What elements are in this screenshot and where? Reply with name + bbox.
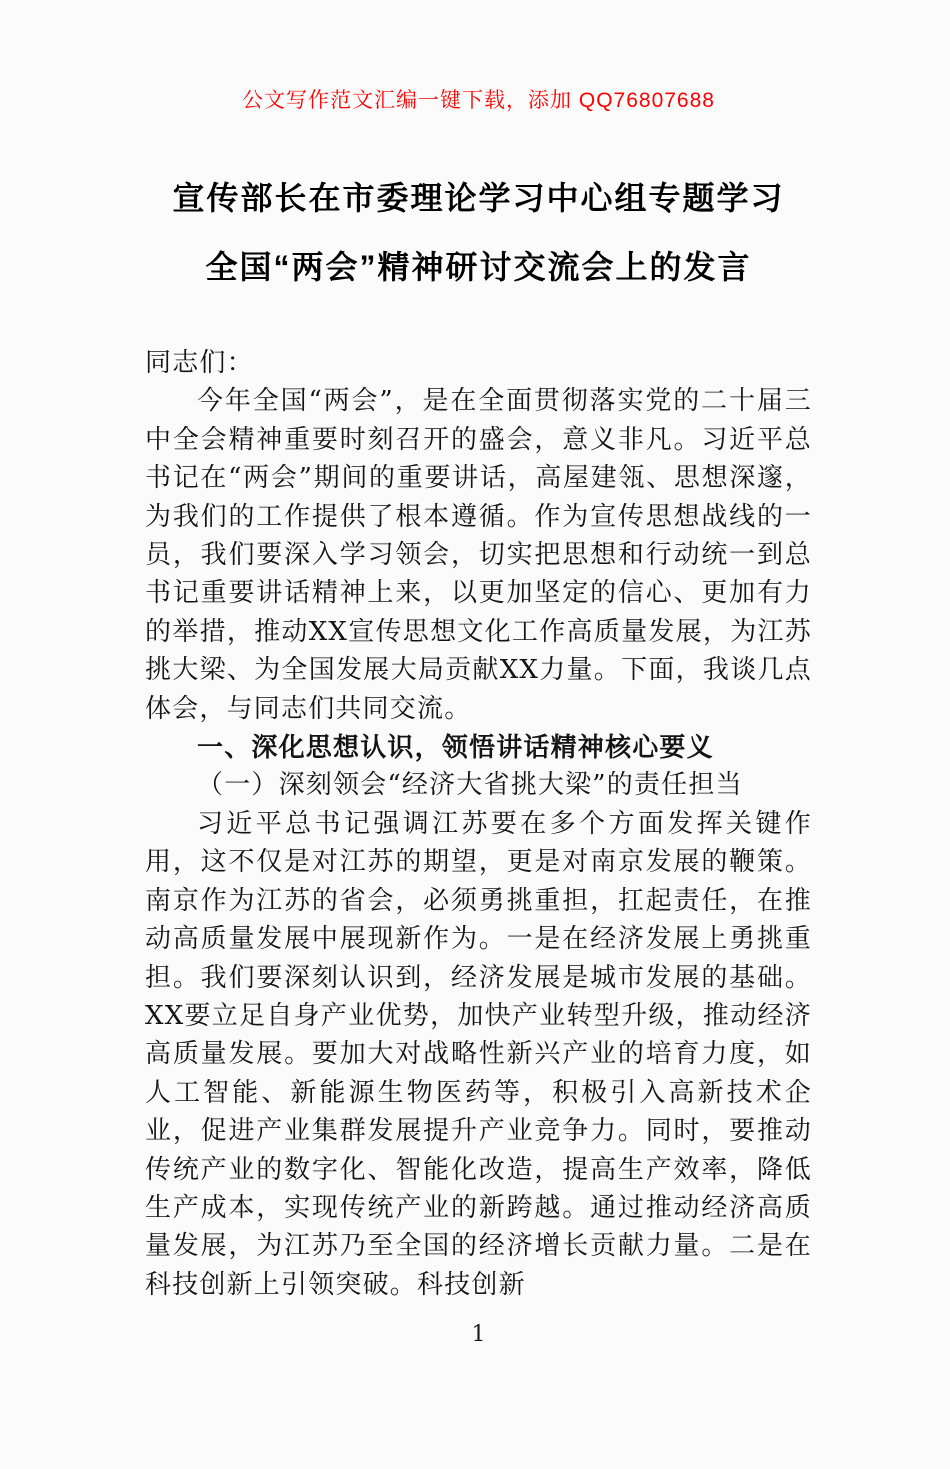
document-body: [145, 344, 812, 1304]
subsection-heading-1-1: （一）深刻领会“经济大省挑大梁”的责任担当: [197, 770, 743, 801]
title-line-1: 宣传部长在市委理论学习中心组专题学习: [172, 180, 785, 216]
promo-banner: 公文写作范文汇编一键下载，添加 QQ76807688: [242, 89, 715, 112]
paragraph-intro: 今年全国“两会”，是在全面贯彻落实党的二十届三中全会精神重要时刻召开的盛会，意义非凡。习近平总书记在“两会”期间的重要讲话，高屋建瓴、思想深邃，为我们的工作提供了根本遵循。作为宣传思想战线的一员，我们要深入学习领会，切实把思想和行动统一到总书记重要讲话精神上来，以更加坚定的信心、更加有力的举措，推动XX宣传思想文化工作高质量发展，为江苏挑大梁、为全国发展大局贡献XX力量。下面，我谈几点体会，与同志们共同交流。: [145, 386, 812, 724]
salutation: 同志们：: [145, 348, 254, 378]
paragraph-section-body: 习近平总书记强调江苏要在多个方面发挥关键作用，这不仅是对江苏的期望，更是对南京发展的鞭策。南京作为江苏的省会，必须勇挑重担，扛起责任，在推动高质量发展中展现新作为。一是在经济发展上勇挑重担。我们要深刻认识到，经济发展是城市发展的基础。XX要立足自身产业优势，加快产业转型升级，推动经济高质量发展。要加大对战略性新兴产业的培育力度，如人工智能、新能源生物医药等，积极引入高新技术企业，促进产业集群发展提升产业竞争力。同时，要推动传统产业的数字化、智能化改造，提高生产效率，降低生产成本，实现传统产业的新跨越。通过推动经济高质量发展，为江苏乃至全国的经济增长贡献力量。二是在科技创新上引领突破。科技创新: [145, 808, 812, 1300]
section-heading-1: 一、深化思想认识，领悟讲话精神核心要义: [197, 732, 714, 763]
document-title: [145, 164, 812, 302]
title-line-2: 全国“两会”精神研讨交流会上的发言: [205, 249, 752, 285]
page-number: 1: [471, 1322, 486, 1348]
